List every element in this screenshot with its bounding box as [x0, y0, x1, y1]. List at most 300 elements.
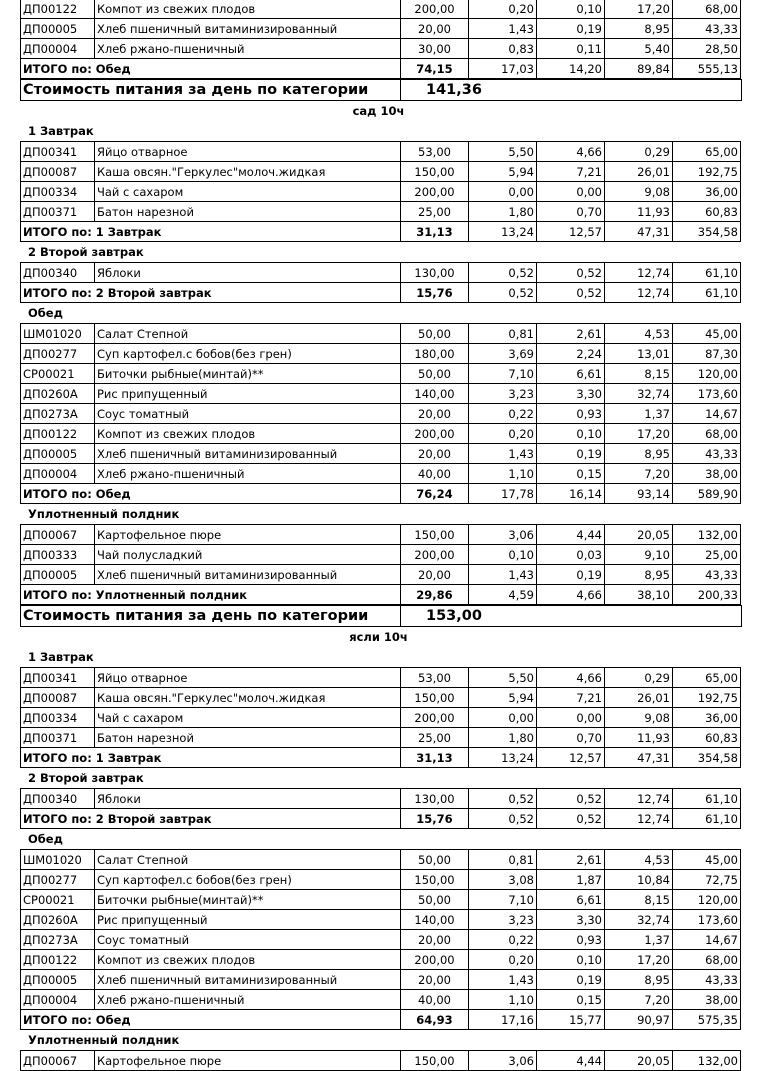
meal-total-kcal: 61,10 [673, 809, 741, 829]
meal-total-row [21, 809, 741, 829]
meal-table [20, 323, 741, 504]
dish-qty: 53,00 [401, 142, 469, 162]
dish-fat: 2,61 [537, 324, 605, 344]
dish-qty: 50,00 [401, 364, 469, 384]
dish-carbs: 9,10 [605, 545, 673, 565]
dish-name: Чай полусладкий [95, 545, 401, 565]
dish-kcal: 68,00 [673, 424, 741, 444]
table-row [21, 162, 741, 182]
dish-fat: 4,66 [537, 142, 605, 162]
dish-qty: 150,00 [401, 870, 469, 890]
dish-name: Батон нарезной [95, 728, 401, 748]
dish-protein: 0,22 [469, 404, 537, 424]
dish-protein: 1,80 [469, 202, 537, 222]
dish-code: ДП00067 [21, 525, 95, 545]
table-row [21, 728, 741, 748]
dish-qty: 25,00 [401, 728, 469, 748]
dish-name: Салат Степной [95, 850, 401, 870]
meal-total-row [21, 484, 741, 504]
meal-total-label: ИТОГО по: 1 Завтрак [21, 222, 401, 242]
dish-name: Яблоки [95, 263, 401, 283]
dish-name: Биточки рыбные(минтай)** [95, 364, 401, 384]
dish-fat: 0,00 [537, 708, 605, 728]
dish-carbs: 13,01 [605, 344, 673, 364]
dish-qty: 150,00 [401, 1051, 469, 1071]
dish-kcal: 132,00 [673, 1051, 741, 1071]
dish-code: ДП00277 [21, 344, 95, 364]
dish-code: ДП00005 [21, 565, 95, 585]
dish-protein: 1,10 [469, 464, 537, 484]
table-row [21, 0, 741, 19]
dish-name: Компот из свежих плодов [95, 0, 401, 19]
dish-carbs: 17,20 [605, 0, 673, 19]
meal-total-kcal: 589,90 [673, 484, 741, 504]
dish-protein: 3,08 [469, 870, 537, 890]
meal-table [20, 849, 741, 1030]
dish-kcal: 173,60 [673, 384, 741, 404]
dish-qty: 180,00 [401, 344, 469, 364]
dish-carbs: 12,74 [605, 263, 673, 283]
dish-fat: 0,00 [537, 182, 605, 202]
dish-carbs: 7,20 [605, 990, 673, 1010]
dish-carbs: 9,08 [605, 708, 673, 728]
dish-qty: 200,00 [401, 545, 469, 565]
meal-total-fat: 0,52 [537, 809, 605, 829]
meal-total-protein: 17,78 [469, 484, 537, 504]
meal-title: Уплотненный полдник [28, 507, 180, 521]
dish-qty: 30,00 [401, 39, 469, 59]
table-row [21, 424, 741, 444]
dish-kcal: 45,00 [673, 850, 741, 870]
dish-code: ДП00122 [21, 424, 95, 444]
dish-protein: 7,10 [469, 364, 537, 384]
dish-carbs: 5,40 [605, 39, 673, 59]
dish-code: ДП00334 [21, 708, 95, 728]
category-title: ясли 10ч [349, 630, 408, 644]
dish-carbs: 9,08 [605, 182, 673, 202]
meal-total-kcal: 575,35 [673, 1010, 741, 1030]
dish-name: Соус томатный [95, 930, 401, 950]
dish-code: ДП00067 [21, 1051, 95, 1071]
dish-name: Биточки рыбные(минтай)** [95, 890, 401, 910]
table-row [21, 404, 741, 424]
meal-total-row [21, 222, 741, 242]
dish-carbs: 8,95 [605, 444, 673, 464]
dish-code: ДП00340 [21, 263, 95, 283]
dish-name: Каша овсян."Геркулес"молоч.жидкая [95, 688, 401, 708]
category-title: сад 10ч [352, 104, 405, 118]
table-row [21, 708, 741, 728]
dish-protein: 1,43 [469, 444, 537, 464]
dish-code: ДП00005 [21, 444, 95, 464]
dish-qty: 20,00 [401, 565, 469, 585]
dish-protein: 0,52 [469, 263, 537, 283]
dish-fat: 4,66 [537, 668, 605, 688]
dish-fat: 0,11 [537, 39, 605, 59]
dish-kcal: 25,00 [673, 545, 741, 565]
dish-code: ДП0260А [21, 910, 95, 930]
dish-protein: 1,10 [469, 990, 537, 1010]
dish-fat: 0,19 [537, 970, 605, 990]
meal-table [20, 0, 741, 79]
dish-qty: 140,00 [401, 384, 469, 404]
table-row [21, 950, 741, 970]
dish-code: ДП00341 [21, 142, 95, 162]
meal-total-carbs: 90,97 [605, 1010, 673, 1030]
dish-kcal: 36,00 [673, 182, 741, 202]
day-cost-label: Стоимость питания за день по категории [21, 80, 401, 101]
meal-total-row [21, 1010, 741, 1030]
table-row [21, 464, 741, 484]
dish-qty: 130,00 [401, 789, 469, 809]
table-row [21, 990, 741, 1010]
dish-code: ДП00087 [21, 162, 95, 182]
dish-name: Чай с сахаром [95, 708, 401, 728]
dish-name: Хлеб ржано-пшеничный [95, 39, 401, 59]
table-row [21, 364, 741, 384]
dish-code: ДП00333 [21, 545, 95, 565]
dish-fat: 4,44 [537, 1051, 605, 1071]
dish-code: ДП00341 [21, 668, 95, 688]
meal-total-protein: 13,24 [469, 748, 537, 768]
table-row [21, 182, 741, 202]
dish-name: Хлеб ржано-пшеничный [95, 464, 401, 484]
dish-kcal: 173,60 [673, 910, 741, 930]
dish-qty: 200,00 [401, 0, 469, 19]
table-row [21, 789, 741, 809]
dish-kcal: 60,83 [673, 728, 741, 748]
dish-name: Хлеб пшеничный витаминизированный [95, 565, 401, 585]
dish-fat: 7,21 [537, 688, 605, 708]
dish-kcal: 60,83 [673, 202, 741, 222]
dish-code: ДП00004 [21, 990, 95, 1010]
table-row [21, 444, 741, 464]
dish-carbs: 17,20 [605, 424, 673, 444]
meal-total-row [21, 59, 741, 79]
dish-name: Компот из свежих плодов [95, 950, 401, 970]
dish-carbs: 26,01 [605, 162, 673, 182]
dish-qty: 150,00 [401, 688, 469, 708]
dish-code: ДП00122 [21, 950, 95, 970]
dish-kcal: 43,33 [673, 19, 741, 39]
dish-name: Рис припущенный [95, 384, 401, 404]
meal-table [20, 524, 741, 605]
dish-fat: 0,15 [537, 990, 605, 1010]
dish-name: Хлеб пшеничный витаминизированный [95, 970, 401, 990]
dish-fat: 0,19 [537, 19, 605, 39]
dish-kcal: 14,67 [673, 404, 741, 424]
dish-code: ДП0260А [21, 384, 95, 404]
meal-table [20, 667, 741, 768]
meal-title: 2 Второй завтрак [28, 771, 144, 785]
dish-carbs: 7,20 [605, 464, 673, 484]
meal-total-protein: 13,24 [469, 222, 537, 242]
dish-fat: 6,61 [537, 364, 605, 384]
dish-carbs: 0,29 [605, 142, 673, 162]
dish-qty: 200,00 [401, 182, 469, 202]
table-row [21, 384, 741, 404]
table-row [21, 930, 741, 950]
meal-total-label: ИТОГО по: Обед [21, 59, 401, 79]
meal-total-label: ИТОГО по: Обед [21, 1010, 401, 1030]
meal-table [20, 788, 741, 829]
dish-fat: 0,15 [537, 464, 605, 484]
dish-kcal: 38,00 [673, 464, 741, 484]
dish-fat: 3,30 [537, 384, 605, 404]
meal-total-fat: 12,57 [537, 222, 605, 242]
dish-fat: 0,93 [537, 930, 605, 950]
meal-total-fat: 4,66 [537, 585, 605, 605]
meal-total-carbs: 12,74 [605, 283, 673, 303]
dish-fat: 2,24 [537, 344, 605, 364]
dish-name: Рис припущенный [95, 910, 401, 930]
meal-total-carbs: 89,84 [605, 59, 673, 79]
meal-total-protein: 4,59 [469, 585, 537, 605]
dish-protein: 3,06 [469, 1051, 537, 1071]
dish-protein: 5,94 [469, 162, 537, 182]
dish-carbs: 8,95 [605, 970, 673, 990]
day-cost-value: 141,36 [401, 80, 742, 101]
dish-fat: 0,10 [537, 950, 605, 970]
table-row [21, 263, 741, 283]
dish-name: Яйцо отварное [95, 142, 401, 162]
dish-code: ДП00277 [21, 870, 95, 890]
dish-qty: 200,00 [401, 424, 469, 444]
dish-protein: 0,10 [469, 545, 537, 565]
dish-qty: 140,00 [401, 910, 469, 930]
dish-name: Батон нарезной [95, 202, 401, 222]
dish-kcal: 68,00 [673, 950, 741, 970]
dish-protein: 0,52 [469, 789, 537, 809]
dish-kcal: 43,33 [673, 444, 741, 464]
dish-qty: 130,00 [401, 263, 469, 283]
table-row [21, 1051, 741, 1071]
meal-total-protein: 0,52 [469, 283, 537, 303]
table-row [21, 344, 741, 364]
dish-qty: 25,00 [401, 202, 469, 222]
day-cost-label: Стоимость питания за день по категории [21, 606, 401, 627]
meal-total-kcal: 354,58 [673, 748, 741, 768]
dish-protein: 0,00 [469, 182, 537, 202]
dish-code: ДП00122 [21, 0, 95, 19]
dish-protein: 0,22 [469, 930, 537, 950]
dish-carbs: 8,95 [605, 19, 673, 39]
dish-protein: 0,81 [469, 850, 537, 870]
dish-carbs: 11,93 [605, 202, 673, 222]
dish-fat: 1,87 [537, 870, 605, 890]
dish-fat: 7,21 [537, 162, 605, 182]
dish-fat: 0,10 [537, 0, 605, 19]
meal-total-row [21, 283, 741, 303]
dish-protein: 3,23 [469, 384, 537, 404]
dish-code: ШМ01020 [21, 324, 95, 344]
day-cost-table [20, 605, 742, 627]
dish-protein: 0,83 [469, 39, 537, 59]
dish-carbs: 8,15 [605, 364, 673, 384]
meal-total-label: ИТОГО по: 2 Второй завтрак [21, 283, 401, 303]
dish-code: ДП00371 [21, 728, 95, 748]
dish-code: ДП00087 [21, 688, 95, 708]
meal-total-qty: 76,24 [401, 484, 469, 504]
dish-kcal: 36,00 [673, 708, 741, 728]
meal-title: 1 Завтрак [28, 124, 94, 138]
dish-name: Картофельное пюре [95, 525, 401, 545]
meal-total-label: ИТОГО по: 1 Завтрак [21, 748, 401, 768]
dish-kcal: 61,10 [673, 263, 741, 283]
meal-total-carbs: 47,31 [605, 222, 673, 242]
dish-kcal: 38,00 [673, 990, 741, 1010]
dish-qty: 53,00 [401, 668, 469, 688]
meal-total-fat: 15,77 [537, 1010, 605, 1030]
dish-carbs: 8,15 [605, 890, 673, 910]
meal-total-protein: 0,52 [469, 809, 537, 829]
dish-kcal: 65,00 [673, 142, 741, 162]
dish-name: Соус томатный [95, 404, 401, 424]
dish-fat: 2,61 [537, 850, 605, 870]
meal-total-label: ИТОГО по: 2 Второй завтрак [21, 809, 401, 829]
dish-code: ДП0273А [21, 930, 95, 950]
meal-total-protein: 17,03 [469, 59, 537, 79]
dish-carbs: 17,20 [605, 950, 673, 970]
dish-protein: 1,43 [469, 970, 537, 990]
dish-qty: 20,00 [401, 444, 469, 464]
meal-table [20, 1050, 741, 1071]
dish-qty: 150,00 [401, 525, 469, 545]
dish-carbs: 11,93 [605, 728, 673, 748]
dish-name: Яйцо отварное [95, 668, 401, 688]
dish-code: СР00021 [21, 890, 95, 910]
day-cost-value: 153,00 [401, 606, 742, 627]
dish-kcal: 120,00 [673, 364, 741, 384]
dish-protein: 3,69 [469, 344, 537, 364]
meal-total-kcal: 555,13 [673, 59, 741, 79]
dish-protein: 3,06 [469, 525, 537, 545]
meal-total-qty: 31,13 [401, 748, 469, 768]
meal-table [20, 141, 741, 242]
table-row [21, 545, 741, 565]
meal-table [20, 262, 741, 303]
meal-total-row [21, 748, 741, 768]
dish-carbs: 20,05 [605, 1051, 673, 1071]
dish-fat: 0,19 [537, 565, 605, 585]
dish-kcal: 28,50 [673, 39, 741, 59]
dish-carbs: 0,29 [605, 668, 673, 688]
dish-kcal: 72,75 [673, 870, 741, 890]
table-row [21, 668, 741, 688]
meal-title: 1 Завтрак [28, 650, 94, 664]
dish-name: Компот из свежих плодов [95, 424, 401, 444]
dish-code: ДП0273А [21, 404, 95, 424]
dish-fat: 4,44 [537, 525, 605, 545]
dish-fat: 0,52 [537, 263, 605, 283]
meal-total-qty: 64,93 [401, 1010, 469, 1030]
meal-total-row [21, 585, 741, 605]
dish-name: Яблоки [95, 789, 401, 809]
table-row [21, 870, 741, 890]
dish-code: ДП00371 [21, 202, 95, 222]
meal-total-protein: 17,16 [469, 1010, 537, 1030]
dish-kcal: 45,00 [673, 324, 741, 344]
dish-protein: 1,80 [469, 728, 537, 748]
day-cost-table [20, 79, 742, 101]
meal-title: Уплотненный полдник [28, 1033, 180, 1047]
dish-protein: 0,00 [469, 708, 537, 728]
table-row [21, 890, 741, 910]
meal-total-carbs: 12,74 [605, 809, 673, 829]
table-row [21, 970, 741, 990]
dish-code: ДП00005 [21, 19, 95, 39]
dish-protein: 3,23 [469, 910, 537, 930]
dish-kcal: 192,75 [673, 162, 741, 182]
dish-qty: 40,00 [401, 990, 469, 1010]
dish-code: ДП00005 [21, 970, 95, 990]
dish-kcal: 14,67 [673, 930, 741, 950]
dish-protein: 1,43 [469, 19, 537, 39]
dish-code: ДП00334 [21, 182, 95, 202]
dish-fat: 0,70 [537, 728, 605, 748]
dish-carbs: 1,37 [605, 930, 673, 950]
dish-carbs: 12,74 [605, 789, 673, 809]
dish-name: Хлеб пшеничный витаминизированный [95, 444, 401, 464]
table-row [21, 39, 741, 59]
dish-protein: 7,10 [469, 890, 537, 910]
dish-carbs: 1,37 [605, 404, 673, 424]
dish-qty: 20,00 [401, 930, 469, 950]
dish-qty: 50,00 [401, 324, 469, 344]
dish-qty: 200,00 [401, 950, 469, 970]
table-row [21, 850, 741, 870]
dish-code: ДП00004 [21, 464, 95, 484]
dish-name: Хлеб ржано-пшеничный [95, 990, 401, 1010]
dish-fat: 6,61 [537, 890, 605, 910]
dish-fat: 0,93 [537, 404, 605, 424]
dish-kcal: 43,33 [673, 970, 741, 990]
dish-protein: 5,50 [469, 142, 537, 162]
dish-carbs: 4,53 [605, 324, 673, 344]
meal-total-carbs: 93,14 [605, 484, 673, 504]
dish-protein: 0,81 [469, 324, 537, 344]
meal-total-label: ИТОГО по: Обед [21, 484, 401, 504]
meal-title: 2 Второй завтрак [28, 245, 144, 259]
dish-fat: 3,30 [537, 910, 605, 930]
meal-title: Обед [28, 306, 63, 320]
dish-kcal: 61,10 [673, 789, 741, 809]
meal-total-kcal: 200,33 [673, 585, 741, 605]
meal-title: Обед [28, 832, 63, 846]
table-row [21, 142, 741, 162]
meal-total-carbs: 38,10 [605, 585, 673, 605]
meal-total-fat: 16,14 [537, 484, 605, 504]
dish-fat: 0,03 [537, 545, 605, 565]
dish-kcal: 68,00 [673, 0, 741, 19]
dish-carbs: 26,01 [605, 688, 673, 708]
meal-total-carbs: 47,31 [605, 748, 673, 768]
dish-name: Суп картофел.с бобов(без грен) [95, 344, 401, 364]
dish-qty: 150,00 [401, 162, 469, 182]
dish-code: ДП00004 [21, 39, 95, 59]
table-row [21, 565, 741, 585]
table-row [21, 202, 741, 222]
table-row [21, 688, 741, 708]
meal-total-fat: 14,20 [537, 59, 605, 79]
dish-qty: 50,00 [401, 890, 469, 910]
table-row [21, 525, 741, 545]
meal-total-qty: 15,76 [401, 809, 469, 829]
meal-total-qty: 15,76 [401, 283, 469, 303]
dish-name: Чай с сахаром [95, 182, 401, 202]
dish-carbs: 8,95 [605, 565, 673, 585]
dish-fat: 0,10 [537, 424, 605, 444]
